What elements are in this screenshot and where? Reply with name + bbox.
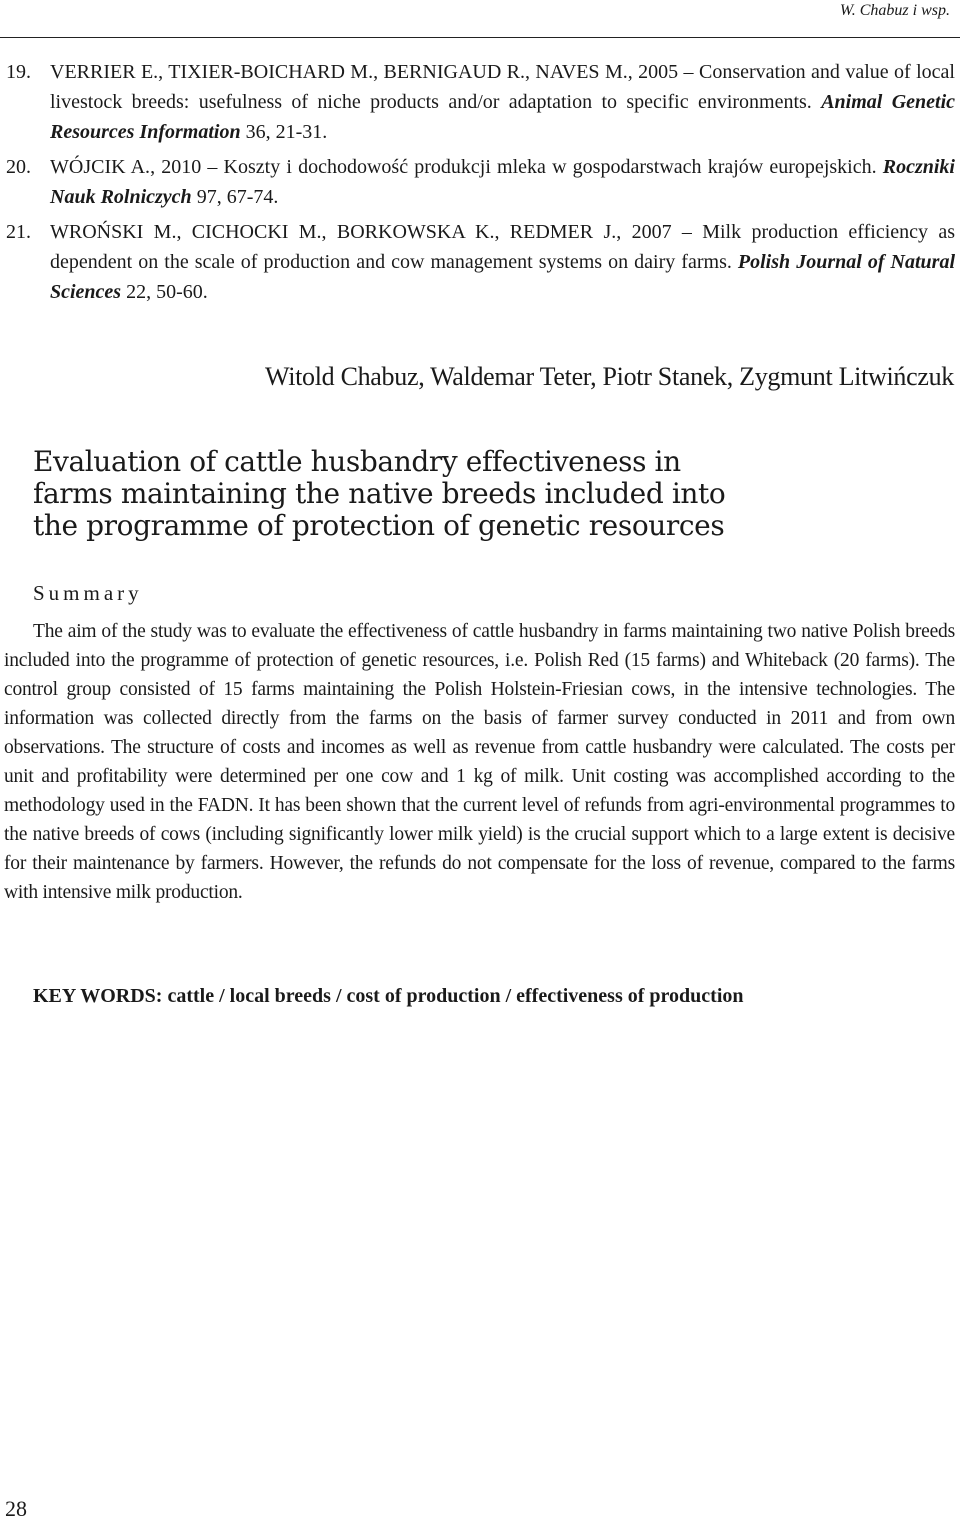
reference-list: [0, 57, 955, 312]
page-number: 28: [5, 1496, 27, 1521]
reference-text: , 2005 – Conservation and value of local livestock breeds: usefulness of niche products and/or adaptation to specific environments.: [50, 61, 955, 113]
reference-number: 19.: [6, 61, 31, 83]
article-authors: Witold Chabuz, Waldemar Teter, Piotr Stanek, Zygmunt Litwińczuk: [265, 362, 954, 391]
reference-journal: Roczniki Nauk Rolniczych: [50, 156, 955, 208]
header-rule: [0, 37, 960, 38]
summary-heading: Summary: [33, 581, 143, 605]
reference-details: 22, 50-60.: [121, 281, 208, 303]
keywords: KEY WORDS: cattle / local breeds / cost of production / effectiveness of production: [33, 985, 744, 1007]
reference-text: , 2007 – Milk production efficiency as dependent on the scale of production and cow management systems on dairy farms.: [50, 221, 955, 273]
reference-journal: Animal Genetic Resources Information: [50, 91, 955, 143]
reference-details: 97, 67-74.: [191, 186, 279, 208]
article-title: Evaluation of cattle husbandry effectiveness in farms maintaining the native breeds included into the programme of protection of genetic resources: [33, 445, 726, 542]
reference-authors: WROŃSKI M., CICHOCKI M., BORKOWSKA K., REDMER J.: [50, 221, 617, 243]
running-head: W. Chabuz i wsp.: [839, 2, 950, 19]
reference-item: [0, 152, 955, 212]
reference-journal: Polish Journal of Natural Sciences: [50, 251, 956, 303]
reference-authors: VERRIER E., TIXIER-BOICHARD M., BERNIGAUD R., NAVES M.: [50, 61, 628, 83]
reference-authors: WÓJCIK A.: [50, 156, 151, 178]
summary-text: The aim of the study was to evaluate the effectiveness of cattle husbandry in farms maintaining two native Polish breeds included into the programme of protection of genetic resources, i.e. Polish Red (15 farms) and Whiteback (20 farms). The control group consisted of 15 farms maintaining the Polish Holstein-Friesian cows, in the intensive technologies. The information was collected directly from the farms on the basis of farmer survey conducted in 2011 and from own observations. The structure of costs and incomes as well as revenue from cattle husbandry were calculated. The costs per unit and profitability were determined per one cow and 1 kg of milk. Unit costing was accomplished according to the methodology used in the FADN. It has been shown that the current level of refunds from agri-environmental programmes to the native breeds of cows (including significantly lower milk yield) is the crucial support which to a large extent is decisive for their maintenance by farmers. However, the refunds do not compensate for the loss of revenue, compared to the farms with intensive milk production.: [4, 621, 955, 903]
reference-number: 20.: [6, 156, 31, 178]
reference-item: [0, 217, 955, 307]
reference-item: [0, 57, 955, 147]
reference-details: 36, 21-31.: [240, 121, 328, 143]
reference-text: , 2010 – Koszty i dochodowość produkcji mleka w gospodarstwach krajów europejskich.: [150, 156, 883, 178]
reference-number: 21.: [6, 221, 31, 243]
